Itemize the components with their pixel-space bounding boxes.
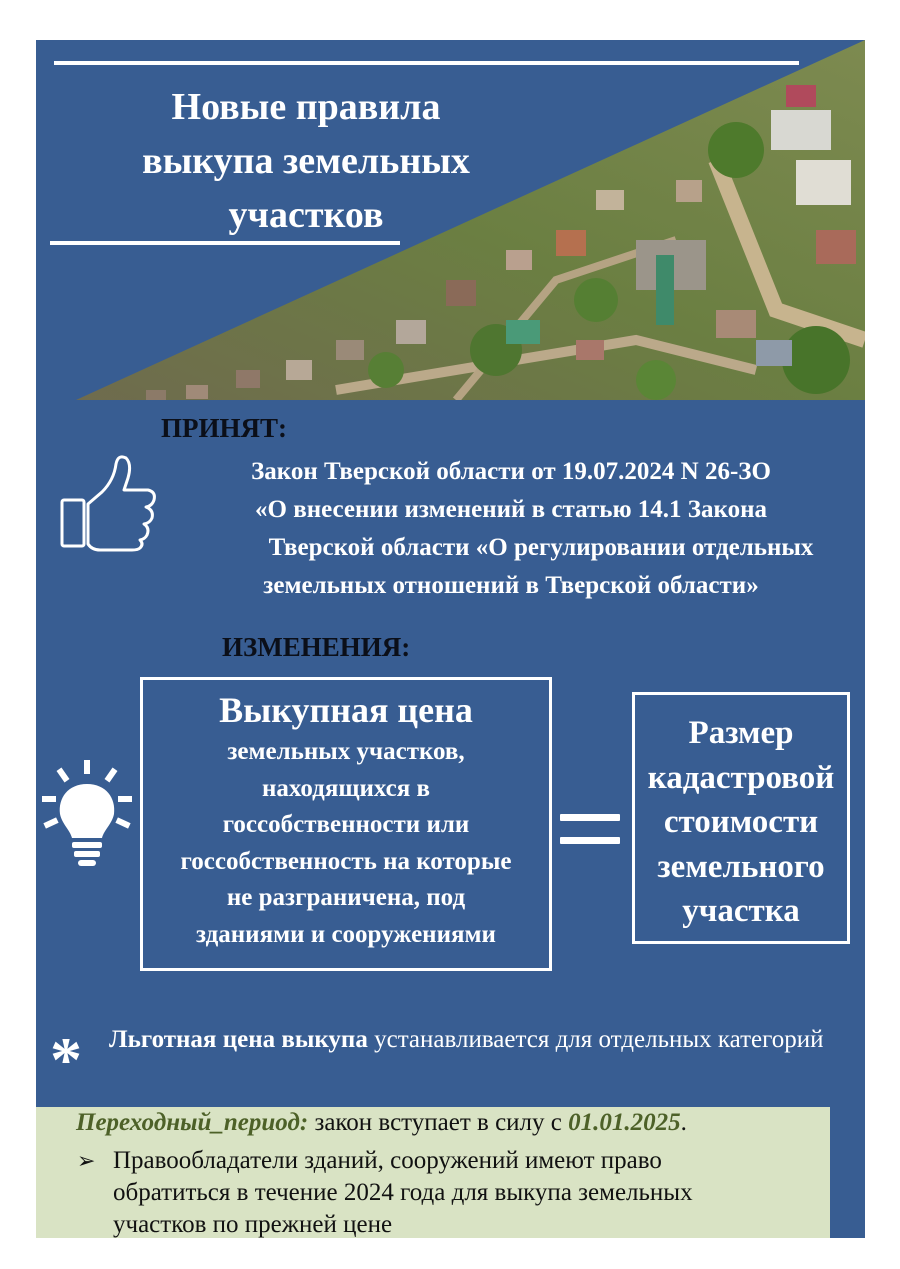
benefit-text: устанавливается для отдельных категорий: [367, 1026, 824, 1053]
description-line: не разграничена, под: [226, 884, 466, 911]
buyout-price-title: Выкупная цена: [219, 690, 473, 730]
asterisk-icon: *: [50, 1024, 82, 1095]
title-line: Новые правила: [171, 86, 441, 128]
transition-period: .: [680, 1109, 687, 1136]
bullet-line: Правообладатели зданий, сооружений имеют право: [113, 1147, 662, 1174]
description-line: зданиями и сооружениями: [196, 920, 496, 948]
bullet-line: обратиться в течение 2024 года для выкупа земельных: [113, 1179, 693, 1206]
benefit-bold: Льготная цена выкупа: [109, 1026, 368, 1053]
benefit-note: [109, 1023, 859, 1057]
transition-period-box: [36, 1107, 830, 1238]
bullet-line: участков по прежней цене: [113, 1211, 393, 1238]
cadastral-line: Размер: [688, 715, 794, 751]
poster: [36, 40, 865, 1238]
law-line: земельных отношений в Тверской области»: [263, 572, 759, 599]
cadastral-value-text: [635, 711, 847, 934]
transition-line: [76, 1109, 687, 1137]
transition-date: 01.01.2025: [568, 1109, 681, 1136]
description-line: госсобственности или: [222, 811, 470, 838]
arrow-bullet-icon: ➢: [77, 1148, 96, 1173]
cadastral-line: участка: [682, 893, 800, 929]
transition-text: закон вступает в силу с: [308, 1109, 569, 1136]
top-divider-line: [54, 61, 799, 65]
cadastral-line: земельного: [657, 848, 825, 885]
cadastral-value-box: [632, 692, 850, 944]
title-line: выкупа земельных: [142, 140, 470, 182]
lightbulb-icon: [38, 758, 138, 878]
bullet-text: [113, 1145, 813, 1238]
buyout-price-description: [143, 734, 549, 953]
changes-heading: ИЗМЕНЕНИЯ:: [222, 632, 411, 662]
title-line: участков: [228, 194, 384, 236]
adopted-heading: ПРИНЯТ:: [161, 413, 287, 443]
cadastral-line: стоимости: [663, 804, 819, 840]
thumbs-up-icon: [58, 452, 158, 552]
law-line: Закон Тверской области от 19.07.2024 N 26-ЗО: [251, 458, 771, 485]
law-line: Тверской области «О регулировании отдельных: [268, 534, 814, 561]
law-reference: [166, 453, 856, 605]
page-title: [96, 80, 516, 242]
buyout-price-box: [140, 677, 552, 971]
description-line: госсобственность на которые: [180, 847, 512, 875]
transition-label: Переходный_период:: [76, 1109, 309, 1136]
equals-icon: [560, 814, 620, 860]
law-line: «О внесении изменений в статью 14.1 Закона: [255, 496, 767, 523]
description-line: находящихся в: [261, 774, 431, 802]
description-line: земельных участков,: [227, 738, 465, 765]
cadastral-line: кадастровой: [647, 759, 835, 796]
